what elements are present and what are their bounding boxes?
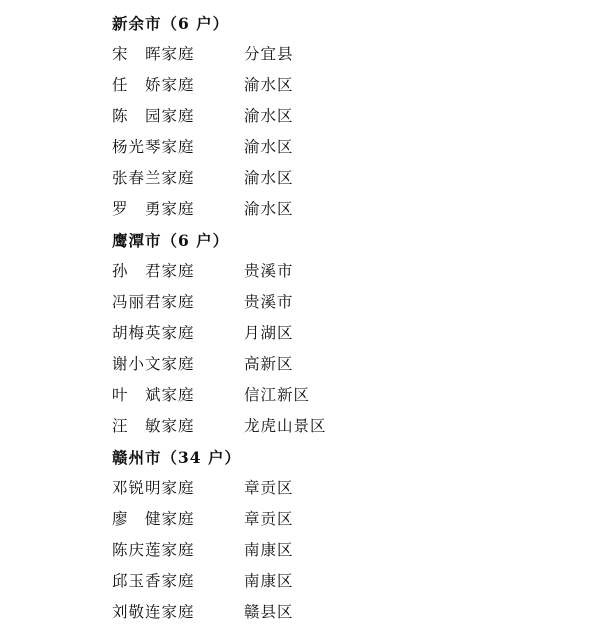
list-item — [112, 70, 572, 101]
family-name: 罗 勇家庭 — [112, 200, 195, 218]
list-item — [112, 349, 572, 380]
family-name: 杨光琴家庭 — [112, 138, 195, 156]
family-name: 陈 园家庭 — [112, 107, 195, 125]
list-item — [112, 287, 572, 318]
family-name: 宋 晖家庭 — [112, 45, 195, 63]
family-name: 邱玉香家庭 — [112, 572, 195, 590]
family-name: 谢小文家庭 — [112, 355, 195, 373]
list-item — [112, 473, 572, 504]
family-name: 任 娇家庭 — [112, 76, 195, 94]
section-xinyu — [112, 8, 572, 225]
list-item — [112, 194, 572, 225]
district-name: 渝水区 — [244, 76, 294, 94]
list-item — [112, 256, 572, 287]
district-name: 龙虎山景区 — [244, 417, 327, 435]
list-item — [112, 101, 572, 132]
district-name: 渝水区 — [244, 107, 294, 125]
section-title: 赣州市（34 户） — [112, 448, 241, 467]
section-yingtan — [112, 225, 572, 442]
district-name: 渝水区 — [244, 138, 294, 156]
family-name: 刘敬连家庭 — [112, 603, 195, 621]
family-name: 叶 斌家庭 — [112, 386, 195, 404]
family-name: 孙 君家庭 — [112, 262, 195, 280]
list-item — [112, 535, 572, 566]
list-item — [112, 39, 572, 70]
district-name: 月湖区 — [244, 324, 294, 342]
family-list-document — [112, 8, 572, 628]
district-name: 信江新区 — [244, 386, 311, 404]
district-name: 章贡区 — [244, 479, 294, 497]
family-name: 邓锐明家庭 — [112, 479, 195, 497]
district-name: 贵溪市 — [244, 262, 294, 280]
district-name: 分宜县 — [244, 45, 294, 63]
family-name: 冯丽君家庭 — [112, 293, 195, 311]
list-item — [112, 411, 572, 442]
district-name: 章贡区 — [244, 510, 294, 528]
district-name: 贵溪市 — [244, 293, 294, 311]
list-item — [112, 380, 572, 411]
list-item — [112, 318, 572, 349]
district-name: 渝水区 — [244, 169, 294, 187]
list-item — [112, 504, 572, 535]
family-name: 胡梅英家庭 — [112, 324, 195, 342]
list-item — [112, 566, 572, 597]
family-name: 廖 健家庭 — [112, 510, 195, 528]
district-name: 南康区 — [244, 541, 294, 559]
section-ganzhou — [112, 442, 572, 628]
district-name: 渝水区 — [244, 200, 294, 218]
district-name: 南康区 — [244, 572, 294, 590]
district-name: 高新区 — [244, 355, 294, 373]
list-item — [112, 132, 572, 163]
section-title: 鹰潭市（6 户） — [112, 231, 230, 250]
family-name: 陈庆莲家庭 — [112, 541, 195, 559]
section-title: 新余市（6 户） — [112, 14, 230, 33]
district-name: 赣县区 — [244, 603, 294, 621]
family-name: 张春兰家庭 — [112, 169, 195, 187]
list-item — [112, 163, 572, 194]
list-item — [112, 597, 572, 628]
family-name: 汪 敏家庭 — [112, 417, 195, 435]
